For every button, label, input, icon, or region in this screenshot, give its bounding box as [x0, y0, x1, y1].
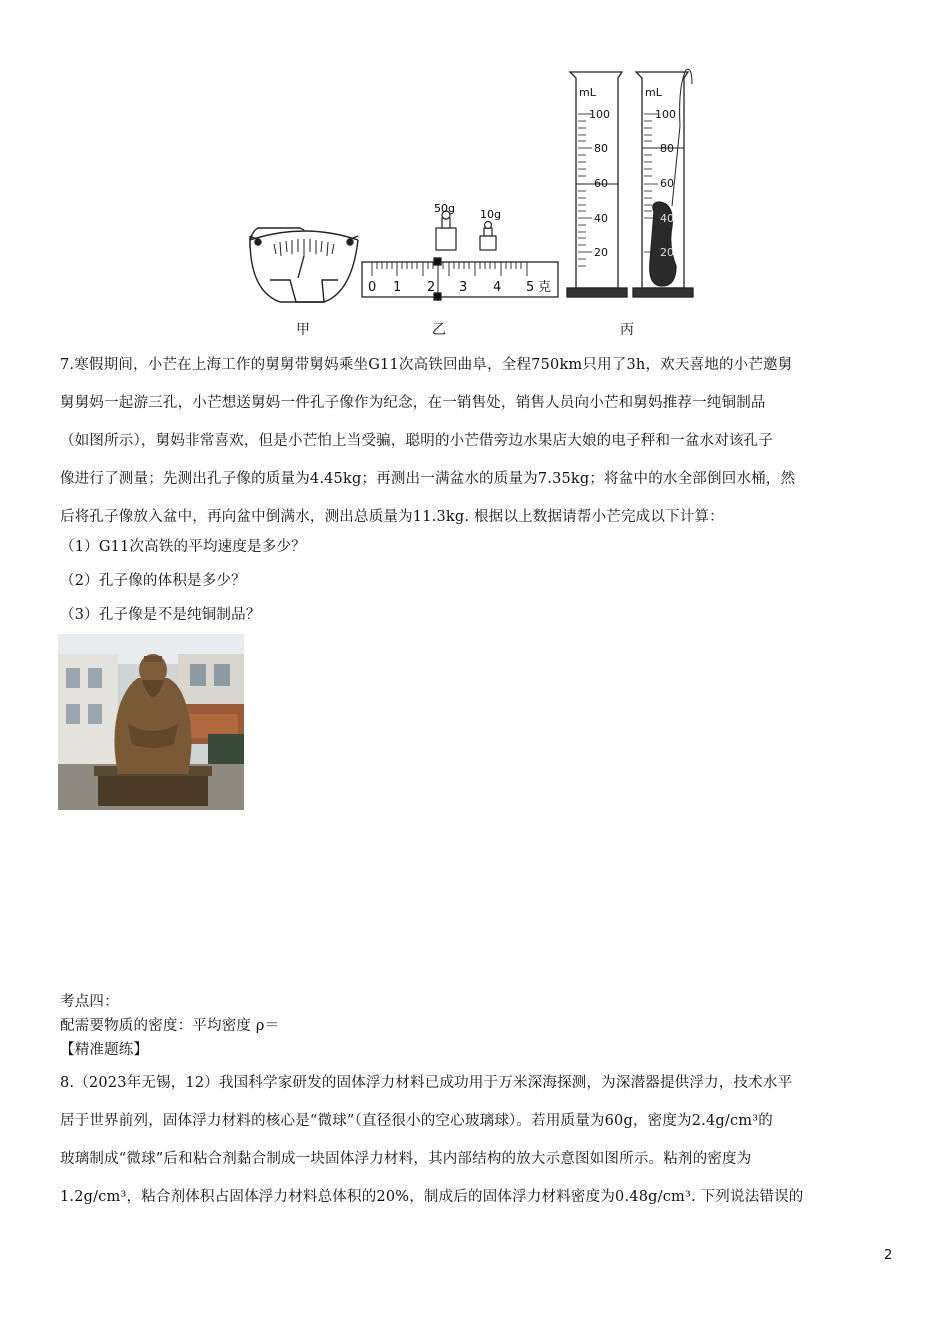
cylinder2-tick-60: 60 [660, 177, 674, 190]
section-heading: 考点四： [60, 994, 119, 1010]
practice-heading: 【精准题练】 [60, 1042, 149, 1058]
question-8 [60, 1064, 892, 1216]
scale-tick-2: 2 [427, 280, 436, 295]
cylinder2-unit: mL [645, 86, 662, 99]
cylinder2-tick-100: 100 [655, 108, 676, 121]
page-number: 2 [884, 1248, 893, 1263]
weight-label-50g: 50g [434, 202, 455, 215]
cylinder1-tick-100: 100 [589, 108, 610, 121]
q7-line-1: 7.寒假期间，小芒在上海工作的舅舅带舅妈乘坐G11次高铁回曲阜，全程750km只用了3h，欢天喜地的小芒邀舅 [60, 357, 793, 373]
cylinder1-tick-60: 60 [594, 177, 608, 190]
caption-bing: 丙 [620, 322, 634, 338]
q7-line-4: 像进行了测量；先测出孔子像的质量为4.45kg；再测出一满盆水的质量为7.35kg；将盆中的水全部倒回水桶，然 [60, 471, 796, 487]
q7-line-5: 后将孔子像放入盆中，再向盆中倒满水，测出总质量为11.3kg. 根据以上数据请帮小芒完成以下计算： [60, 509, 724, 525]
q7-line-3: （如图所示），舅妈非常喜欢，但是小芒怕上当受骗，聪明的小芒借旁边水果店大娘的电子秤和一盆水对该孔子 [60, 433, 774, 449]
q8-line-4: 1.2g/cm³，粘合剂体积占固体浮力材料总体积的20%，制成后的固体浮力材料密度为0.48g/cm³. 下列说法错误的 [60, 1189, 804, 1205]
cylinder2-tick-20: 20 [660, 246, 674, 259]
measurement-figure [240, 66, 700, 346]
measurement-diagram [240, 66, 700, 306]
cylinder1-unit: mL [579, 86, 596, 99]
question-7 [60, 346, 892, 536]
caption-yi: 乙 [432, 322, 446, 338]
q8-line-3: 玻璃制成“微球”后和粘合剂黏合制成一块固体浮力材料，其内部结构的放大示意图如图所示。粘剂的密度为 [60, 1151, 752, 1167]
cylinder1-tick-20: 20 [594, 246, 608, 259]
q8-line-2: 居于世界前列，固体浮力材料的核心是“微球”（直径很小的空心玻璃球）。若用质量为60g，密度为2.4g/cm³的 [60, 1113, 773, 1129]
average-density-definition: 配需要物质的密度：平均密度 ρ＝ [60, 1018, 280, 1034]
q7-line-2: 舅舅妈一起游三孔，小芒想送舅妈一件孔子像作为纪念，在一销售处，销售人员向小芒和舅妈推荐一纯铜制品 [60, 395, 766, 411]
cylinder1-tick-40: 40 [594, 212, 608, 225]
scale-tick-4: 4 [493, 280, 502, 295]
caption-jia: 甲 [296, 322, 310, 338]
cylinder1-tick-80: 80 [594, 142, 608, 155]
cylinder2-tick-80: 80 [660, 142, 674, 155]
q7-sub-1: （1）G11次高铁的平均速度是多少？ [60, 539, 306, 555]
dial-scale [250, 228, 358, 302]
scale-tick-3: 3 [459, 280, 468, 295]
confucius-statue-photo [58, 634, 244, 810]
question-7-subparts [60, 530, 892, 632]
scale-unit: 克 [538, 280, 552, 295]
scale-tick-1: 1 [393, 280, 402, 295]
q7-sub-3: （3）孔子像是不是纯铜制品？ [60, 607, 261, 623]
section-kaodian-4 [60, 990, 892, 1062]
cylinder2-tick-40: 40 [660, 212, 674, 225]
q7-sub-2: （2）孔子像的体积是多少？ [60, 573, 246, 589]
q8-line-1: 8.（2023年无锡，12）我国科学家研发的固体浮力材料已成功用于万米深海探测，为深潜器提供浮力，技术水平 [60, 1075, 793, 1091]
scale-tick-5: 5 [526, 280, 535, 295]
scale-tick-0: 0 [368, 280, 377, 295]
weight-label-10g: 10g [480, 208, 501, 221]
